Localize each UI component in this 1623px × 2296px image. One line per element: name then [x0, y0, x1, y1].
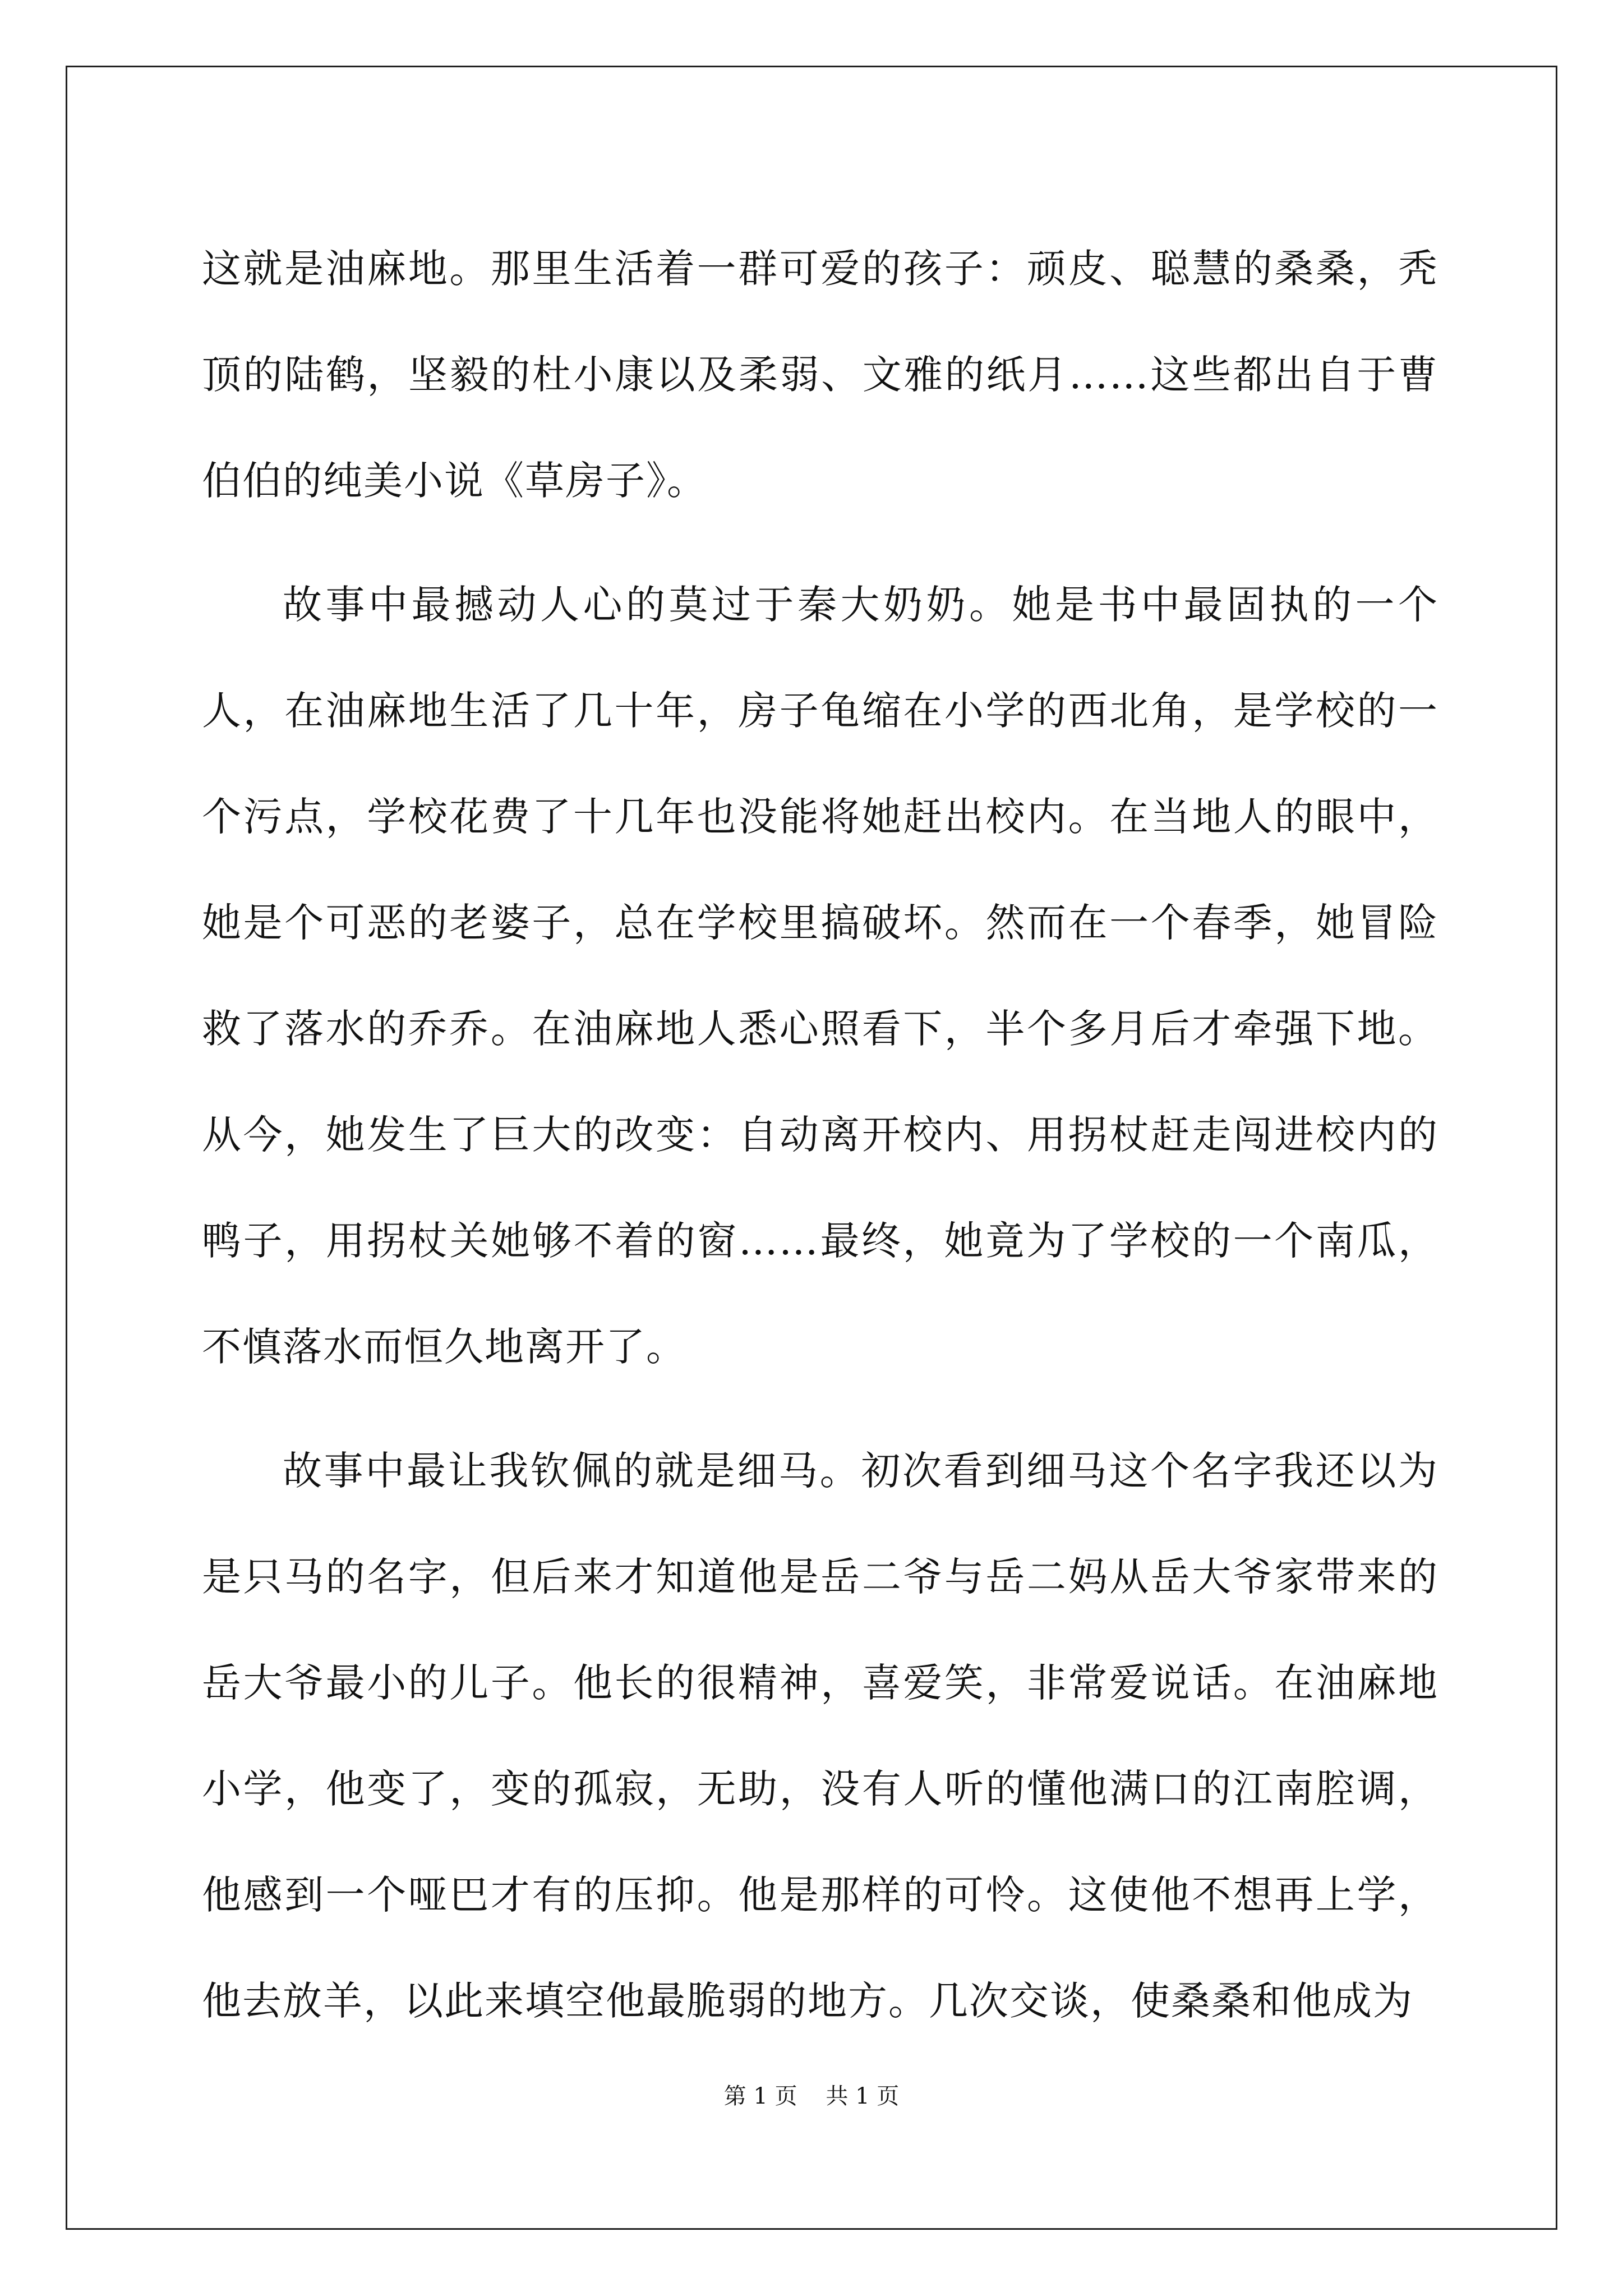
- paragraph-2: 故事中最撼动人心的莫过于秦大奶奶。她是书中最固执的一个人，在油麻地生活了几十年，房子龟缩在小学的西北角，是学校的一个污点，学校花费了十几年也没能将她赶出校内。在当地人的眼中，她是个可恶的老婆子，总在学校里搞破坏。然而在一个春季，她冒险救了落水的乔乔。在油麻地人悉心照看下，半个多月后才牵强下地。从今，她发生了巨大的改变：自动离开校内、用拐杖赶走闯进校内的鸭子，用拐杖关她够不着的窗……最终，她竟为了学校的一个南瓜，不慎落水而恒久地离开了。: [202, 582, 1438, 1370]
- page-footer: 第 1 页 共 1 页: [723, 2083, 900, 2109]
- paragraph-1: 这就是油麻地。那里生活着一群可爱的孩子：顽皮、聪慧的桑桑，秃顶的陆鹤，坚毅的杜小康以及柔弱、文雅的纸月……这些都出自于曹伯伯的纯美小说《草房子》。: [202, 246, 1438, 504]
- paragraph-3: 故事中最让我钦佩的就是细马。初次看到细马这个名字我还以为是只马的名字，但后来才知道他是岳二爷与岳二妈从岳大爷家带来的岳大爷最小的儿子。他长的很精神，喜爱笑，非常爱说话。在油麻地小学，他变了，变的孤寂，无助，没有人听的懂他满口的江南腔调，他感到一个哑巴才有的压抑。他是那样的可怜。这使他不想再上学，他去放羊，以此来填空他最脆弱的地方。几次交谈，使桑桑和他成为: [202, 1448, 1438, 2024]
- document-body: [202, 216, 1438, 2072]
